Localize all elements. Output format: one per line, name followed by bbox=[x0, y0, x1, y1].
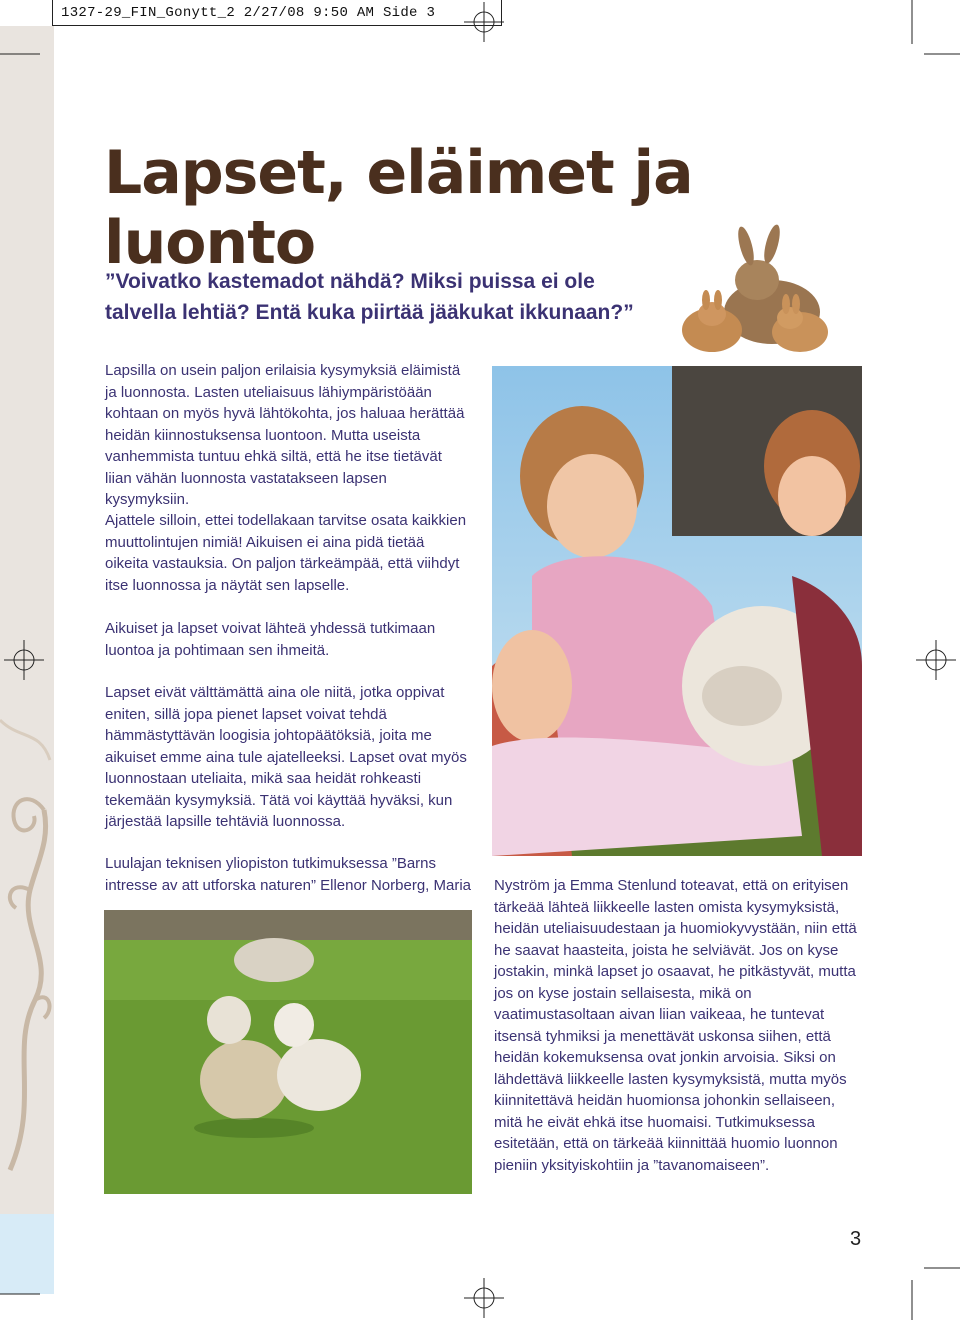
paragraph-2: Ajattele silloin, ettei todellakaan tarvitse osata kaikkien muuttolintujen nimiä! Aikuisen ei aina pidä tietää oikeita vastauksia. On paljon tärkeämpää, että viihdyt itse luonnossa ja näytät sen lapselle. bbox=[105, 512, 467, 594]
registration-mark-icon bbox=[4, 640, 44, 680]
children-with-lamb-photo bbox=[492, 366, 862, 856]
registration-mark-icon bbox=[916, 640, 956, 680]
crop-mark-icon bbox=[0, 0, 52, 60]
registration-mark-icon bbox=[464, 2, 504, 42]
paragraph-3: Aikuiset ja lapset voivat lähteä yhdessä tutkimaan luontoa ja pohtimaan sen ihmeitä. bbox=[105, 620, 436, 659]
rabbits-photo bbox=[672, 222, 848, 356]
page-title: Lapset, eläimet ja luonto bbox=[104, 138, 693, 278]
lead-quote: ”Voivatko kastemadot nähdä? Miksi puissa ei ole talvella lehtiä? Entä kuka piirtää jääkukat ikkunaan?” bbox=[105, 270, 634, 324]
paragraph-1: Lapsilla on usein paljon erilaisia kysymyksiä eläimistä ja luonnosta. Lasten uteliaisuus lähiympäristöään kohtaan on myös hyvä lähtökohta, jos haluaa herättää heidän kiinnostuksensa luontoon. Mutta useista vanhemmista tuntuu ehkä siltä, että he itse tietävät liian vähän luonnosta vastatakseen lapsen kysymyksiin. bbox=[105, 362, 465, 508]
sheep-photo bbox=[104, 910, 472, 1194]
crop-mark-icon bbox=[900, 1260, 960, 1320]
crop-mark-icon bbox=[900, 0, 960, 60]
crop-mark-icon bbox=[0, 1260, 52, 1320]
paragraph-5: Luulajan teknisen yliopiston tutkimuksessa ”Barns intresse av att utforska naturen” Ellenor Norberg, Maria bbox=[105, 855, 471, 894]
swirl-ornament-icon bbox=[0, 700, 54, 1180]
registration-mark-icon bbox=[464, 1278, 504, 1318]
paragraph-6: Nyström ja Emma Stenlund toteavat, että on erityisen tärkeää lähteä liikkeelle lasten omista kysymyksistä, heidän uteliaisuudestaan ja huomiokyvystään, niin että he saavat haasteita, joista he selviävät. Jos on kyse jostakin, minkä lapset jo osaavat, he pitkästyvät, mutta jos on kyse jostain sellaisesta, mikä on vaatimustasoltaan aivan liian vaikeaa, he tuntevat itsensä tyhmiksi ja menettävät uskonsa siihen, että heidän kokemuksensa ovat jonkin arvoisia. Siksi on lähdettävä liikkeelle lasten kysymyksistä, mutta myös kiinnitettävä heidän huomionsa johonkin sellaiseen, mitä he eivät ehkä itse huomaisi. Tutkimuksessa esitetään, että on tärkeää kiinnittää huomio luonnon pieniin yksityiskohtiin ja ”tavanomaiseen”. bbox=[494, 877, 857, 1174]
page-number: 3 bbox=[850, 1228, 862, 1250]
paragraph-4: Lapset eivät välttämättä aina ole niitä, jotka oppivat eniten, sillä jopa pienet lapset voivat tehdä hämmästyttävän loogisia johtopäätöksiä, joita me aikuiset emme aina tule ajatelleeksi. Lapset ovat myös luonnostaan uteliaita, mikä saa heidät rohkeasti tekemään kysymyksiä. Tätä voi käyttää hyväksi, kun järjestää lapsille tehtäviä luonnossa. bbox=[105, 684, 467, 830]
print-slug: 1327-29_FIN_Gonytt_2 2/27/08 9:50 AM Side 3 bbox=[52, 0, 502, 26]
